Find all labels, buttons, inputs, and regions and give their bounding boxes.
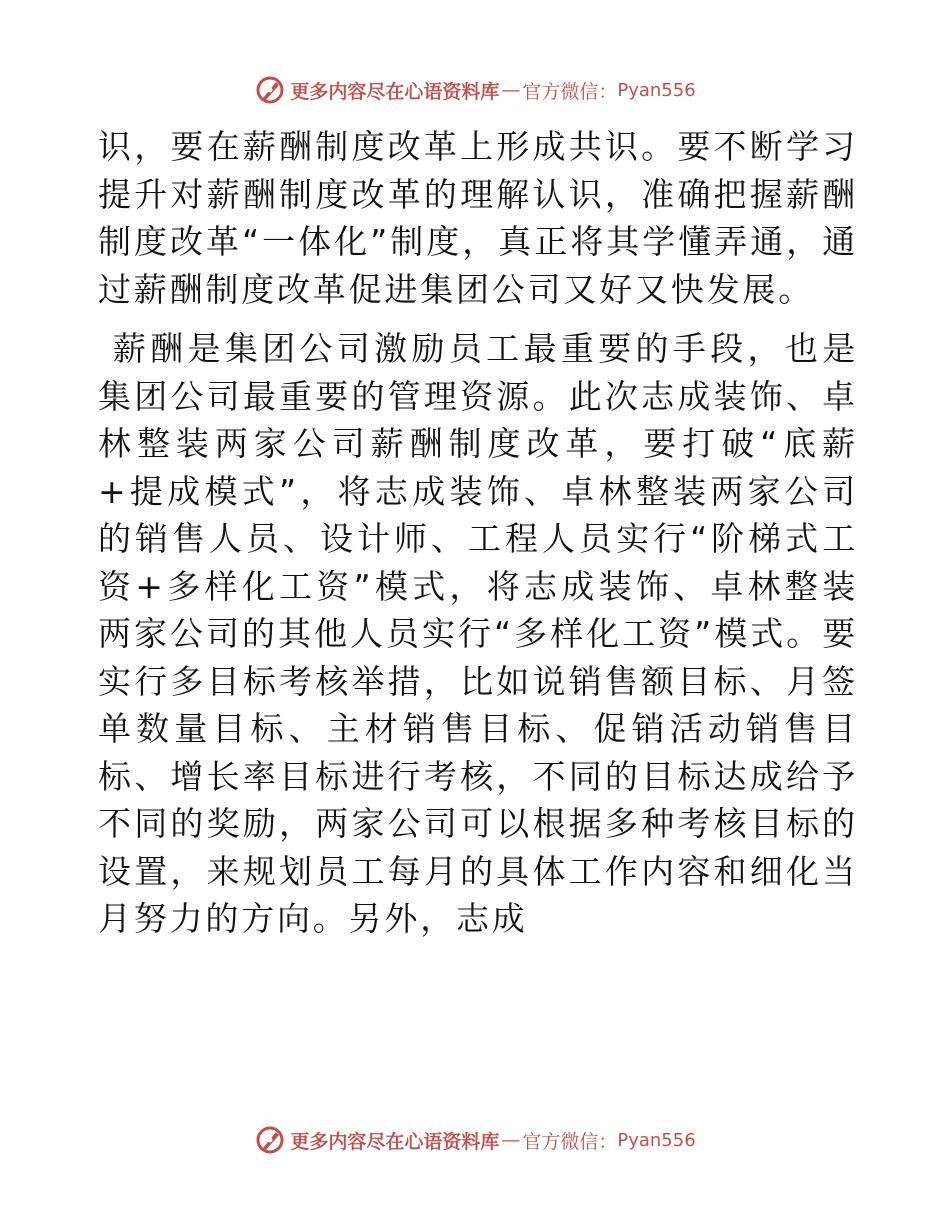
watermark-label: 官方微信： bbox=[522, 80, 618, 103]
watermark-wechat-id: Pyan556 bbox=[617, 1129, 696, 1151]
watermark-brand: 更多内容尽在心语资料库 bbox=[290, 80, 500, 103]
watermark-wechat-id: Pyan556 bbox=[617, 79, 696, 101]
paragraph-2: 薪酬是集团公司激励员工最重要的手段，也是集团公司最重要的管理资源。此次志成装饰、卓林整装两家公司薪酬制度改革，要打破“底薪+提成模式”，将志成装饰、卓林整装两家公司的销售人员、设计师、工程人员实行“阶梯式工资+多样化工资”模式，将志成装饰、卓林整装两家公司的其他人员实行“多样化工资”模式。要实行多目标考核举措，比如说销售额目标、月签单数量目标、主材销售目标、促销活动销售目标、增长率目标进行考核，不同的目标达成给予不同的奖励，两家公司可以根据多种考核目标的设置，来规划员工每月的具体工作内容和细化当月努力的方向。另外，志成 bbox=[98, 329, 858, 938]
watermark-brand: 更多内容尽在心语资料库 bbox=[290, 1130, 500, 1153]
watermark-separator: — bbox=[501, 1129, 521, 1151]
paragraph-1: 识，要在薪酬制度改革上形成共识。要不断学习提升对薪酬制度改革的理解认识，准确把握薪酬制度改革“一体化”制度，真正将其学懂弄通，通过薪酬制度改革促进集团公司又好又快发展。 bbox=[98, 127, 858, 309]
footer-watermark bbox=[0, 1120, 950, 1160]
watermark-separator: — bbox=[501, 79, 521, 101]
pen-circle-logo-icon bbox=[254, 1124, 286, 1156]
header-watermark bbox=[0, 70, 950, 110]
pen-circle-logo-icon bbox=[254, 74, 286, 106]
watermark-label: 官方微信： bbox=[522, 1130, 618, 1153]
document-body bbox=[98, 123, 858, 943]
